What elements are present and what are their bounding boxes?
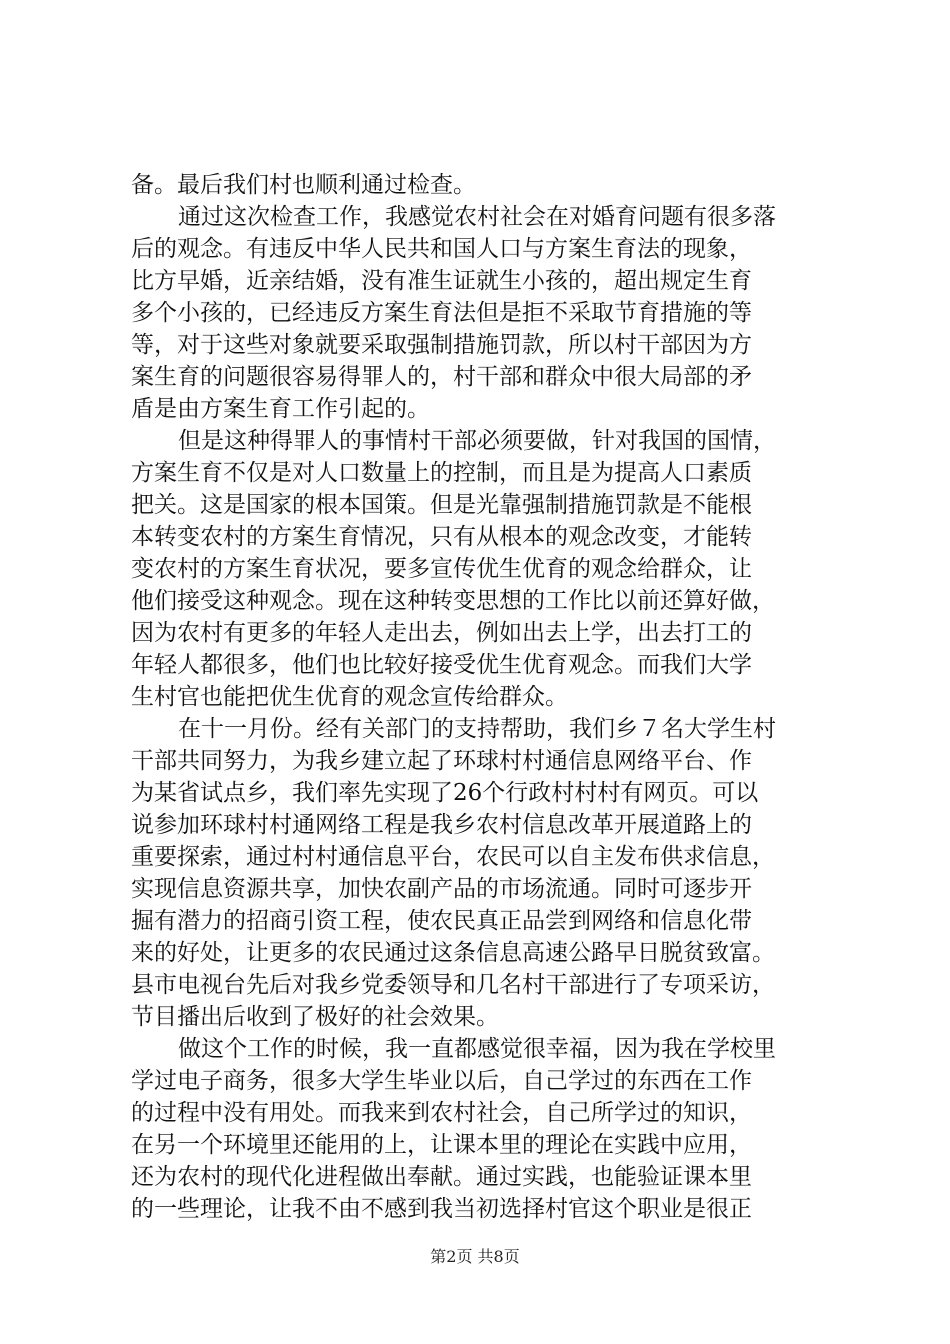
text-line: 实现信息资源共享，加快农副产品的市场流通。同时可逐步开 [131, 876, 752, 902]
text-line: 来的好处，让更多的农民通过这条信息高速公路早日脱贫致富。 [131, 940, 775, 966]
text-line: 做这个工作的时候，我一直都感觉很幸福，因为我在学校里 [178, 1036, 776, 1062]
text-line: 的过程中没有用处。而我来到农村社会，自己所学过的知识， [131, 1100, 752, 1126]
text-line: 方案生育不仅是对人口数量上的控制，而且是为提高人口素质 [131, 460, 752, 486]
text-line: 变农村的方案生育状况，要多宣传优生优育的观念给群众，让 [131, 556, 752, 582]
page-number-label: 第2页 共8页 [430, 1247, 520, 1266]
text-line: 但是这种得罪人的事情村干部必须要做，针对我国的国情， [178, 428, 776, 454]
text-line: 学过电子商务，很多大学生毕业以后，自己学过的东西在工作 [131, 1068, 752, 1094]
text-line: 县市电视台先后对我乡党委领导和几名村干部进行了专项采访， [131, 972, 775, 998]
text-line: 盾是由方案生育工作引起的。 [131, 396, 430, 422]
text-line: 在另一个环境里还能用的上，让课本里的理论在实践中应用， [131, 1132, 752, 1158]
text-line: 因为农村有更多的年轻人走出去，例如出去上学，出去打工的 [131, 620, 752, 646]
text-line: 生村官也能把优生优育的观念宣传给群众。 [131, 684, 568, 710]
text-line: 干部共同努力，为我乡建立起了环球村村通信息网络平台、作 [131, 748, 752, 774]
text-line: 重要探索，通过村村通信息平台，农民可以自主发布供求信息， [131, 844, 775, 870]
text-line: 后的观念。有违反中华人民共和国人口与方案生育法的现象， [131, 236, 752, 262]
text-line: 多个小孩的，已经违反方案生育法但是拒不采取节育措施的等 [131, 300, 752, 326]
text-line: 通过这次检查工作，我感觉农村社会在对婚育问题有很多落 [178, 204, 776, 230]
text-line: 等，对于这些对象就要采取强制措施罚款，所以村干部因为方 [131, 332, 752, 358]
text-line: 说参加环球村村通网络工程是我乡农村信息改革开展道路上的 [131, 812, 752, 838]
text-line: 备。最后我们村也顺利通过检查。 [131, 172, 476, 198]
text-line: 还为农村的现代化进程做出奉献。通过实践，也能验证课本里 [131, 1164, 752, 1190]
text-line: 本转变农村的方案生育情况，只有从根本的观念改变，才能转 [131, 524, 752, 550]
text-line: 把关。这是国家的根本国策。但是光靠强制措施罚款是不能根 [131, 492, 752, 518]
text-line: 比方早婚，近亲结婚，没有准生证就生小孩的，超出规定生育 [131, 268, 752, 294]
text-line: 年轻人都很多，他们也比较好接受优生优育观念。而我们大学 [131, 652, 752, 678]
text-line: 案生育的问题很容易得罪人的，村干部和群众中很大局部的矛 [131, 364, 752, 390]
text-line: 在十一月份。经有关部门的支持帮助，我们乡７名大学生村 [178, 716, 776, 742]
text-line: 为某省试点乡，我们率先实现了26个行政村村村有网页。可以 [131, 780, 759, 806]
text-line: 的一些理论，让我不由不感到我当初选择村官这个职业是很正 [131, 1196, 752, 1222]
text-line: 节目播出后收到了极好的社会效果。 [131, 1004, 499, 1030]
text-line: 掘有潜力的招商引资工程，使农民真正品尝到网络和信息化带 [131, 908, 752, 934]
text-line: 他们接受这种观念。现在这种转变思想的工作比以前还算好做， [131, 588, 775, 614]
document-body [131, 169, 843, 1225]
page-footer [0, 1247, 950, 1267]
